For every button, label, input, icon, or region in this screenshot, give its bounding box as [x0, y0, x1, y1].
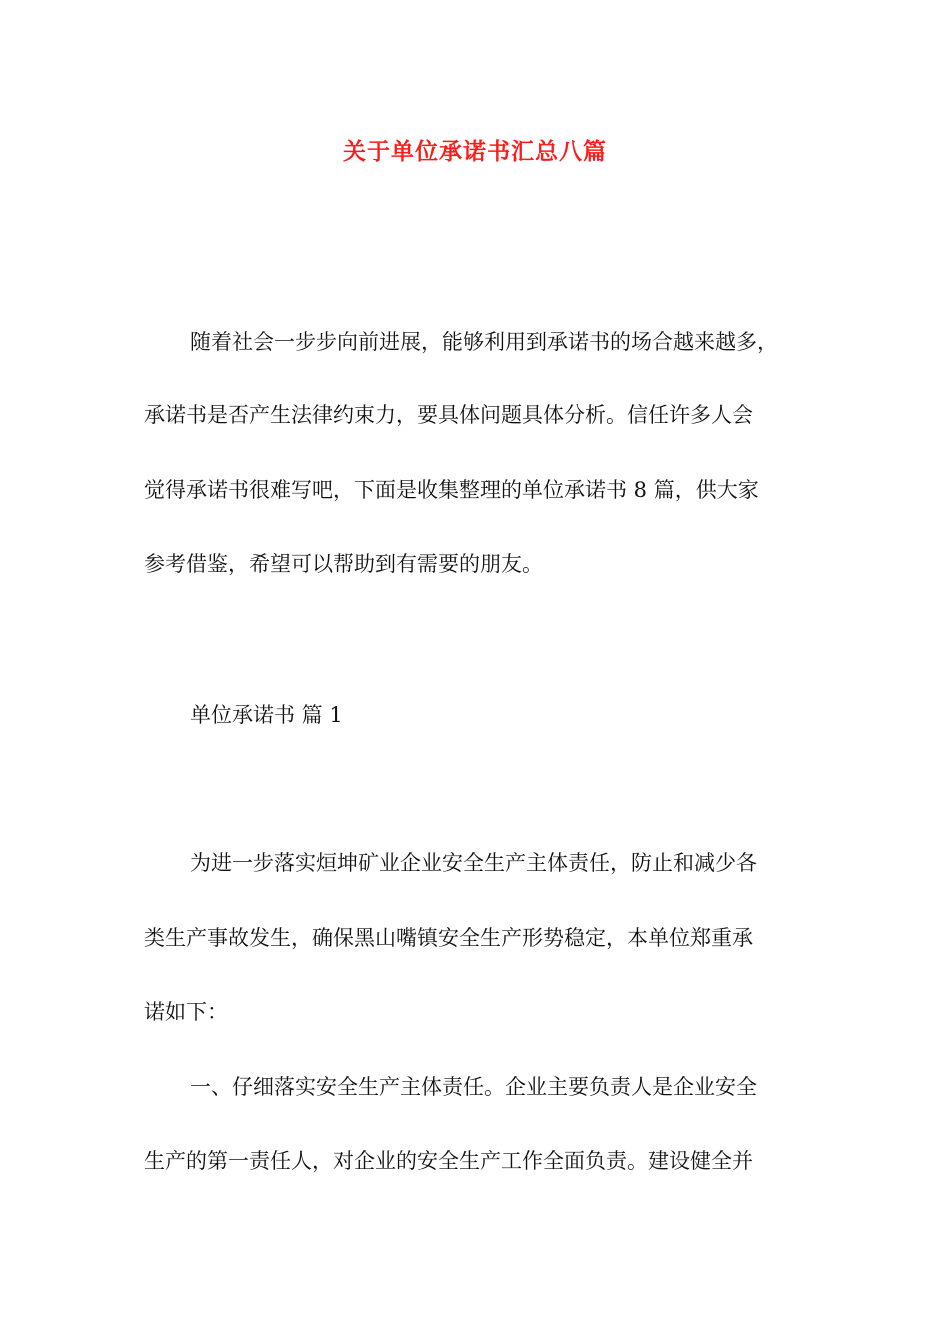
paragraph-line: 为进一步落实烜坤矿业企业安全生产主体责任，防止和减少各 [190, 851, 757, 875]
intro-line: 承诺书是否产生法律约束力，要具体问题具体分析。信任许多人会 [144, 403, 753, 427]
intro-line: 觉得承诺书很难写吧，下面是收集整理的单位承诺书 8 篇，供大家 [144, 478, 759, 502]
paragraph-line: 生产的第一责任人，对企业的安全生产工作全面负责。建设健全并 [144, 1149, 753, 1173]
paragraph-line: 一、仔细落实安全生产主体责任。企业主要负责人是企业安全 [190, 1075, 757, 1099]
intro-line: 随着社会一步步向前进展，能够利用到承诺书的场合越来越多， [190, 330, 778, 354]
section-heading: 单位承诺书 篇 1 [190, 703, 343, 727]
paragraph-line: 诺如下： [144, 1000, 228, 1024]
intro-line: 参考借鉴，希望可以帮助到有需要的朋友。 [144, 552, 543, 576]
paragraph-line: 类生产事故发生，确保黑山嘴镇安全生产形势稳定，本单位郑重承 [144, 926, 753, 950]
document-title: 关于单位承诺书汇总八篇 [343, 138, 607, 165]
